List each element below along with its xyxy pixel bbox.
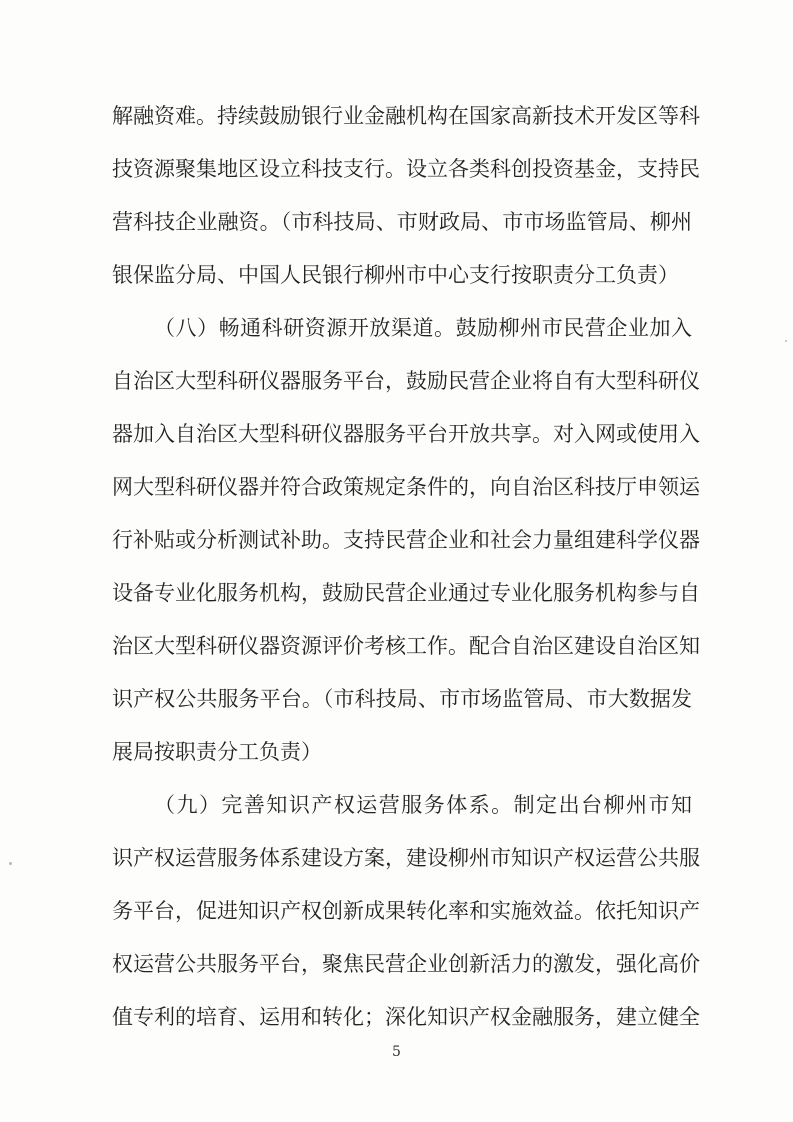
body-text-line: 值专利的培育、运用和转化；深化知识产权金融服务，建立健全 [112,1005,700,1029]
body-text-line: 识产权公共服务平台。（市科技局、市市场监管局、市大数据发 [112,687,692,711]
body-text-line: 营科技企业融资。（市科技局、市财政局、市市场监管局、柳州 [112,210,692,234]
body-text-line: 治区大型科研仪器资源评价考核工作。配合自治区建设自治区知 [112,634,700,658]
body-text-line: 技资源聚集地区设立科技支行。设立各类科创投资基金，支持民 [112,157,700,181]
scan-speck [9,862,12,865]
section-heading-9: （九）完善知识产权运营服务体系。制定出台柳州市知 [154,793,692,817]
body-text-line: 权运营公共服务平台，聚焦民营企业创新活力的激发，强化高价 [112,952,700,976]
body-text-line: 务平台，促进知识产权创新成果转化率和实施效益。依托知识产 [112,899,700,923]
body-text-line: 器加入自治区大型科研仪器服务平台开放共享。对入网或使用入 [112,422,700,446]
body-text-line: 自治区大型科研仪器服务平台，鼓励民营企业将自有大型科研仪 [112,369,700,393]
body-text-line: 展局按职责分工负责） [112,740,322,764]
scan-speck [785,340,787,342]
body-text-line: 银保监分局、中国人民银行柳州市中心支行按职责分工负责） [112,263,679,287]
page-number: 5 [392,1044,401,1060]
body-text-line: 解融资难。持续鼓励银行业金融机构在国家高新技术开发区等科 [112,104,700,128]
body-text-line: 行补贴或分析测试补助。支持民营企业和社会力量组建科学仪器 [112,528,700,552]
body-text-line: 网大型科研仪器并符合政策规定条件的，向自治区科技厅申领运 [112,475,700,499]
body-text-line: 识产权运营服务体系建设方案，建设柳州市知识产权运营公共服 [112,846,700,870]
body-text-line: 设备专业化服务机构，鼓励民营企业通过专业化服务机构参与自 [112,581,700,605]
section-heading-8: （八）畅通科研资源开放渠道。鼓励柳州市民营企业加入 [154,316,692,340]
